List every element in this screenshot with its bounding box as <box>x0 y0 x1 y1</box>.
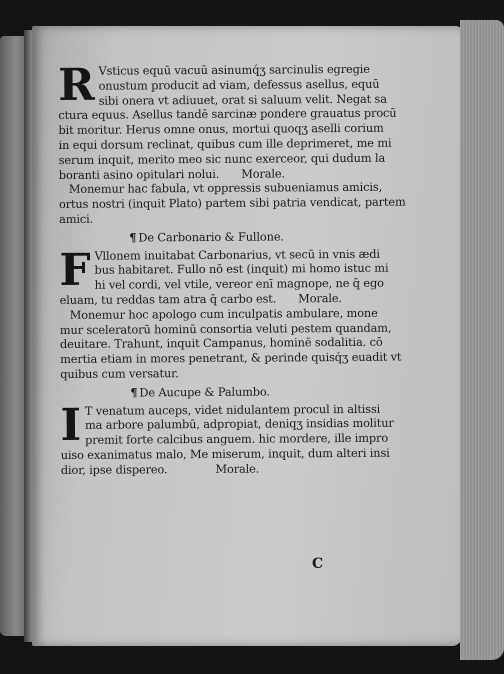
page-text <box>57 59 406 478</box>
text-line: Vllonem inuitabat Carbonarius, vt secū in vnis ædi <box>94 246 380 263</box>
text-line: eluam, tu reddas tam atra q̄ carbo est. Morale. <box>59 290 342 307</box>
moral-line: mertia etiam in mores penetrant, & perinde quisq́ʒ euadit vt <box>60 349 402 367</box>
text-line: uiso exanimatus malo, Me miserum, inquit, dum alteri insi <box>60 445 390 462</box>
text-line: in equi dorsum reclinat, quibus cum ille deprimeret, me mi <box>58 135 392 152</box>
moral-line: Monemur hac fabula, vt oppressis subueniamus amicis, <box>68 180 383 197</box>
text-line: T venatum auceps, videt nidulantem procul in altissi <box>84 401 381 418</box>
text-line: ctura equus. Asellus tandē sarcinæ pondere grauatus procū <box>58 106 397 123</box>
fable-heading: ¶ De Carbonario & Fullone. <box>129 229 284 245</box>
text-line: sibi onera vt adiuuet, orat si saluum velit. Negat sa <box>98 91 387 108</box>
moral-line: mur sceleratorū hominū consortia veluti pestem quandam, <box>59 320 392 337</box>
text-line: premit forte calcibus anguem. hic mordere, ille impro <box>85 430 389 447</box>
moral-line: ortus nostri (inquit Plato) partem sibi patria vendicat, partem <box>58 194 406 212</box>
left-page-edge <box>0 36 26 636</box>
moral-line: Monemur hoc apologo cum inculpatis ambulare, mone <box>69 305 378 322</box>
drop-cap-f: F <box>59 244 91 296</box>
text-line: hi vel cordi, vel vtile, vereor enī magnope, ne q̄ ego <box>94 275 384 292</box>
fable-rusticus <box>57 59 406 227</box>
morale-label: Morale. <box>298 290 342 306</box>
drop-cap-r: R <box>57 59 95 111</box>
pilcrow-icon: ¶ <box>130 385 138 400</box>
signature-mark: C <box>312 556 324 572</box>
text-line: onustum producit ad viam, defessus asellus, equū <box>98 76 380 93</box>
pilcrow-icon: ¶ <box>129 230 137 245</box>
moral-line: amici. <box>59 211 94 226</box>
fable-aucupe <box>60 399 394 477</box>
fable-carbonario <box>59 244 402 381</box>
text-line: dior, ipse dispereo. Morale. <box>60 461 260 477</box>
text-line: Vsticus equū vacuū asinumq́ʒ sarcinulis egregie <box>98 61 370 78</box>
page-fore-edge <box>460 20 504 660</box>
morale-label: Morale. <box>241 165 285 181</box>
text-line: boranti asino opitulari nolui. Morale. <box>58 165 285 182</box>
text-line: bus habitaret. Fullo nō est (inquit) mi homo istuc mi <box>94 261 389 278</box>
text-line: serum inquit, merito meo sic nunc exerceor, qui dudum la <box>58 150 386 167</box>
text-line: ma arbore palumbū, adpropiat, deniqʒ insidias molitur <box>84 415 394 433</box>
fable-heading: ¶ De Aucupe & Palumbo. <box>130 384 270 400</box>
moral-line: quibus cum versatur. <box>60 366 179 381</box>
moral-line: deuitare. Trahunt, inquit Campanus, hominē sodalitia. cō <box>59 335 383 352</box>
morale-label: Morale. <box>215 461 260 476</box>
text-line: bit moritur. Herus omne onus, mortui quoqʒ aselli corium <box>58 120 384 138</box>
drop-cap-i: I <box>60 399 82 451</box>
